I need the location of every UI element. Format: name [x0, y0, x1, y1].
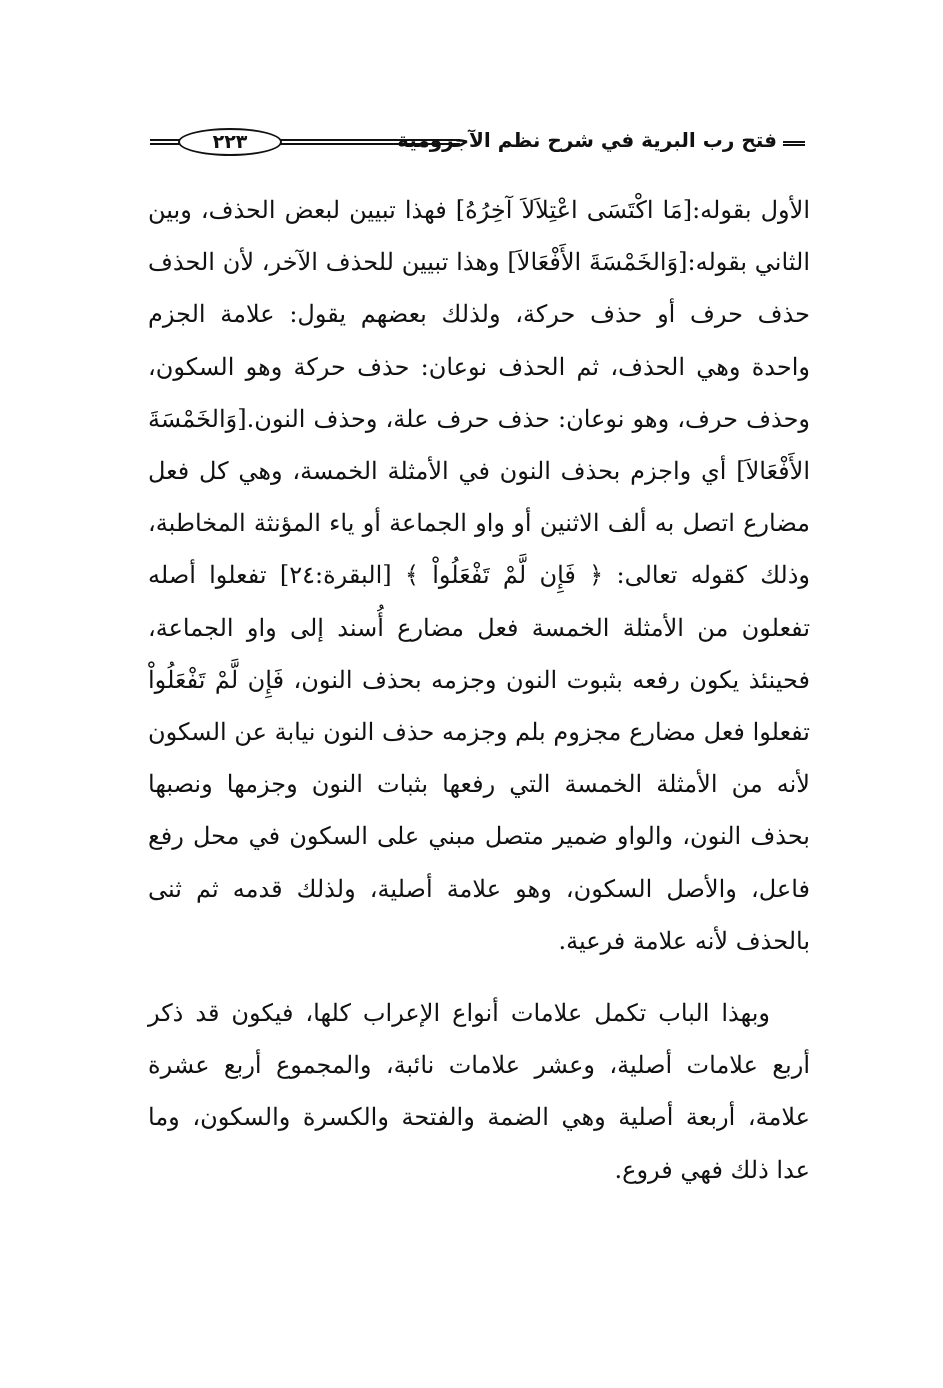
book-title: فتح رب البرية في شرح نظم الآجرومية — [397, 128, 777, 152]
paragraph-1: الأول بقوله:[مَا اكْتَسَى اعْتِلاَلاَ آخِرُهُ] فهذا تبيين لبعض الحذف، وبين الثاني بقوله:[وَالخَمْسَةَ الأَفْعَالاَ] وهذا تبيين للحذف الآخر، لأن الحذف حذف حرف أو حذف حركة، ولذلك بعضهم يقول: علامة الجزم واحدة وهي الحذف، ثم الحذف نوعان: حذف حركة وهو السكون، وحذف حرف، وهو نوعان: حذف حرف علة، وحذف النون.[وَالخَمْسَةَ الأَفْعَالاَ] أي واجزم بحذف النون في الأمثلة الخمسة، وهي كل فعل مضارع اتصل به ألف الاثنين أو واو الجماعة أو ياء المؤنثة المخاطبة، وذلك كقوله تعالى: ﴿ فَإِن لَّمْ تَفْعَلُواْ ﴾ [البقرة:٢٤] تفعلوا أصله تفعلون من الأمثلة الخمسة فعل مضارع أُسند إلى واو الجماعة، فحينئذ يكون رفعه بثبوت النون وجزمه بحذف النون، فَإِن لَّمْ تَفْعَلُواْ تفعلوا فعل مضارع مجزوم بلم وجزمه حذف النون نيابة عن السكون لأنه من الأمثلة الخمسة التي رفعها بثبات النون وجزمها ونصبها بحذف النون، والواو ضمير متصل مبني على السكون في محل رفع فاعل، والأصل السكون، وهو علامة أصلية، ولذلك قدمه ثم ثنى بالحذف لأنه علامة فرعية. — [148, 196, 811, 955]
header-rule-left — [150, 139, 180, 145]
paragraph-2: وبهذا الباب تكمل علامات أنواع الإعراب كلها، فيكون قد ذكر أربع علامات أصلية، وعشر علامات نائبة، والمجموع أربع عشرة علامة، أربعة أصلية وهي الضمة والفتحة والكسرة والسكون، وما عدا ذلك فهي فروع. — [148, 999, 810, 1184]
header-dash-ornament — [783, 141, 805, 146]
running-header — [150, 122, 805, 162]
page-body — [148, 184, 810, 1196]
header-rule — [280, 139, 460, 145]
page-number: ٢٢٣ — [178, 128, 282, 156]
